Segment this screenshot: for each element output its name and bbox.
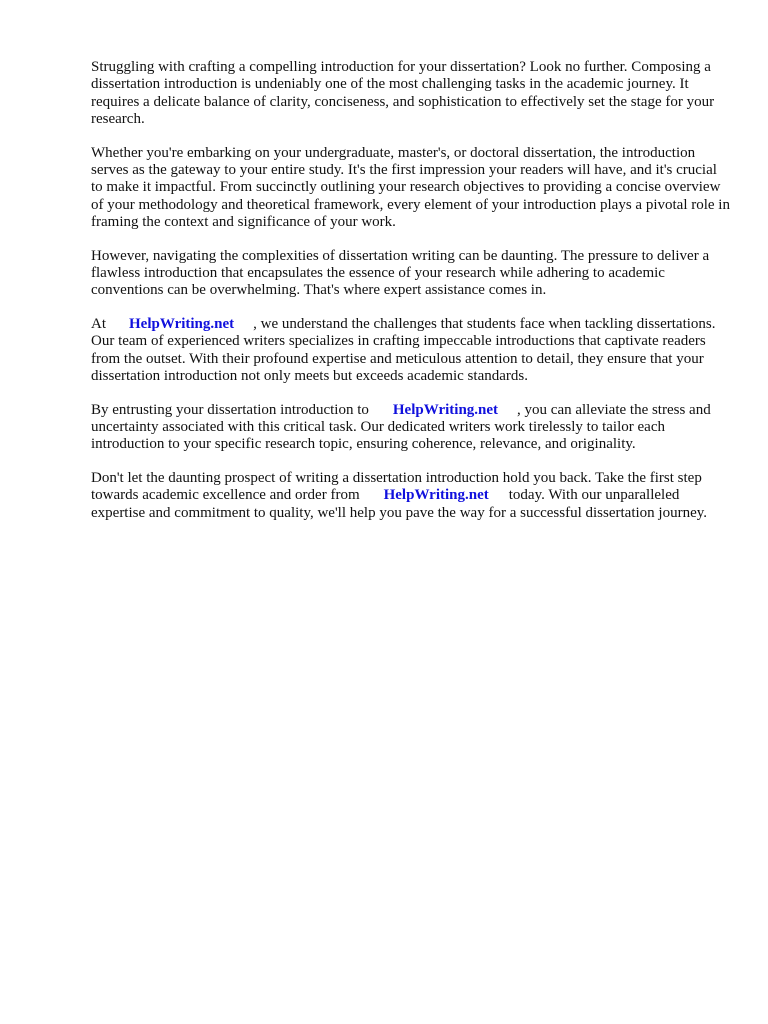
helpwriting-link[interactable]: HelpWriting.net [129, 315, 235, 332]
paragraph-text-segment: At [91, 315, 106, 332]
helpwriting-link[interactable]: HelpWriting.net [383, 487, 489, 504]
paragraph-text-segment: , you can alleviate the stress and uncertainty associated with this critical task. Our dedicated writers work tirelessly to tailor each introduction to your specific research topic, ensuring coherence, relevance, and originality. [91, 401, 711, 453]
paragraph-text-segment: By entrusting your dissertation introduction to [91, 401, 369, 418]
document-body [91, 59, 731, 538]
helpwriting-link[interactable]: HelpWriting.net [392, 401, 499, 418]
paragraph-at-helpwriting [91, 316, 731, 386]
paragraph-intro: Struggling with crafting a compelling introduction for your dissertation? Look no further. Composing a dissertation introduction is undeniably one of the most challenging tasks in the academic journey. It requires a delicate balance of clarity, conciseness, and sophistication to effectively set the stage for your research. [91, 59, 715, 128]
paragraph-text-segment: , we understand the challenges that students face when tackling dissertations. Our team of experienced writers specializes in crafting impeccable introductions that captivate readers from the outset. With their profound expertise and meticulous attention to detail, they ensure that your dissertation introduction not only meets but exceeds academic standards. [91, 315, 716, 385]
paragraph-call-to-action [91, 470, 731, 522]
paragraph-entrusting [91, 402, 731, 454]
paragraph-text-segment: Don't let the daunting prospect of writing a dissertation introduction hold you back. Take the first step towards academic excellence and order from [91, 469, 702, 504]
paragraph-gateway: Whether you're embarking on your undergraduate, master's, or doctoral dissertation, the introduction serves as the gateway to your entire study. It's the first impression your readers will have, and it's crucial to make it impactful. From succinctly outlining your research objectives to providing a concise overview of your methodology and theoretical framework, every element of your introduction plays a pivotal role in framing the context and significance of your work. [91, 144, 730, 231]
paragraph-complexities: However, navigating the complexities of dissertation writing can be daunting. The pressure to deliver a flawless introduction that encapsulates the essence of your research while adhering to academic conventions can be overwhelming. That's where expert assistance comes in. [91, 247, 710, 299]
paragraph-text-segment: today. With our unparalleled expertise and commitment to quality, we'll help you pave the way for a successful dissertation journey. [91, 487, 708, 521]
